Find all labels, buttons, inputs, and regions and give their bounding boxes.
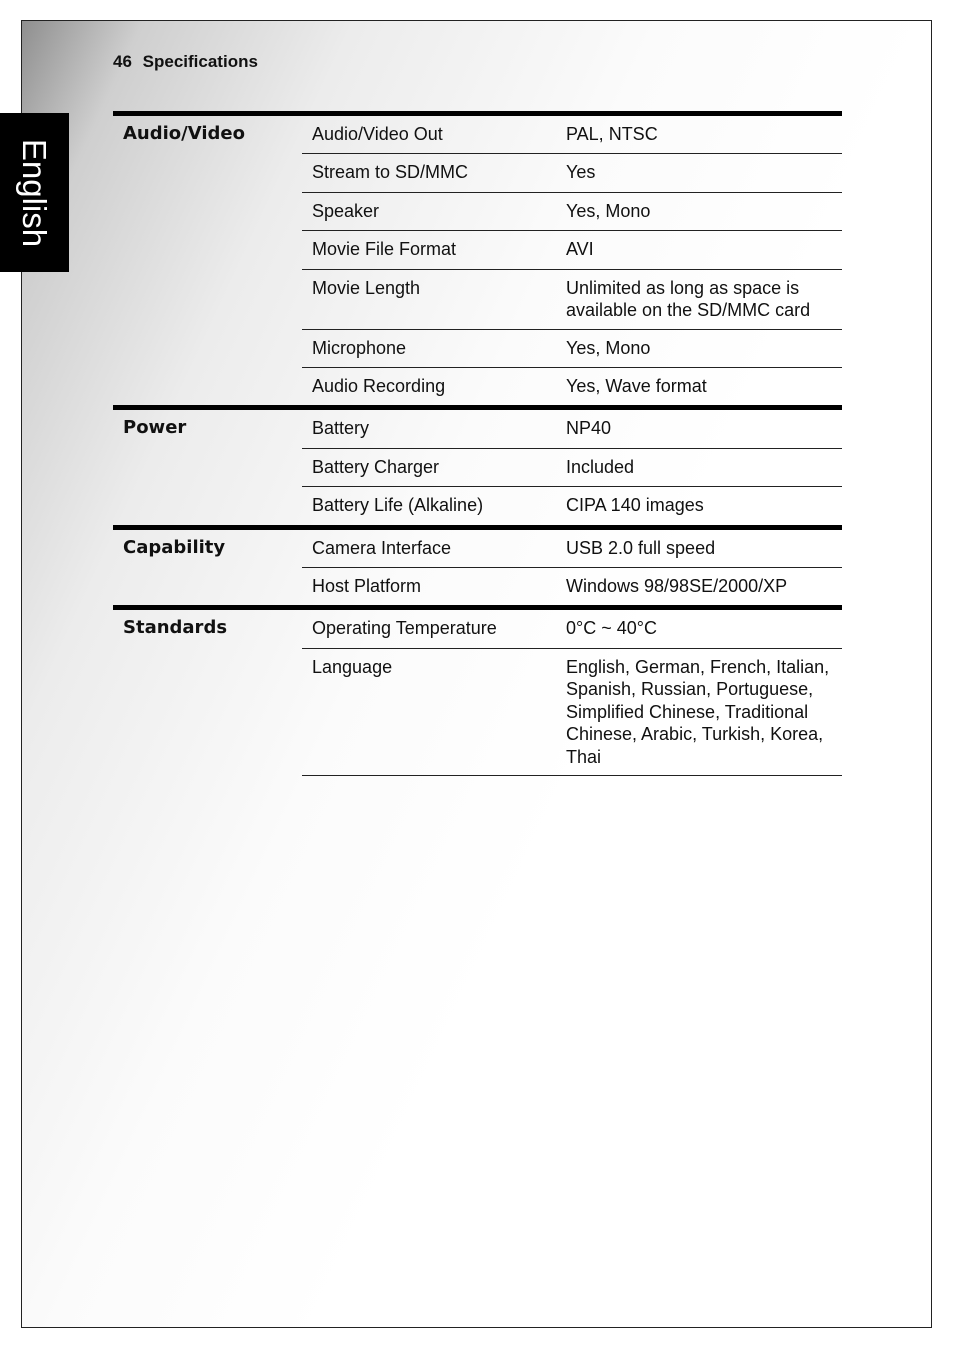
spec-value: Unlimited as long as space is available on the SD/MMC card bbox=[555, 269, 842, 329]
spec-value: NP40 bbox=[555, 408, 842, 448]
spec-value: Yes, Mono bbox=[555, 329, 842, 367]
spec-item: Operating Temperature bbox=[302, 608, 555, 648]
language-tab-label: English bbox=[16, 138, 54, 247]
page-number: 46 bbox=[113, 52, 132, 71]
spec-value: Yes, Mono bbox=[555, 192, 842, 230]
spec-value: Windows 98/98SE/2000/XP bbox=[555, 567, 842, 607]
spec-item: Speaker bbox=[302, 192, 555, 230]
spec-item: Battery bbox=[302, 408, 555, 448]
spec-item: Language bbox=[302, 648, 555, 776]
section-title: Specifications bbox=[142, 52, 258, 71]
spec-category: Audio/Video bbox=[113, 114, 302, 408]
spec-row bbox=[113, 527, 842, 567]
spec-category: Standards bbox=[113, 608, 302, 776]
spec-value: Included bbox=[555, 448, 842, 486]
spec-category: Power bbox=[113, 408, 302, 527]
spec-item: Battery Life (Alkaline) bbox=[302, 487, 555, 527]
spec-item: Camera Interface bbox=[302, 527, 555, 567]
spec-value: Yes, Wave format bbox=[555, 367, 842, 407]
spec-row bbox=[113, 114, 842, 154]
spec-row bbox=[113, 608, 842, 648]
spec-item: Microphone bbox=[302, 329, 555, 367]
spec-category: Capability bbox=[113, 527, 302, 608]
spec-value: 0°C ~ 40°C bbox=[555, 608, 842, 648]
spec-value: PAL, NTSC bbox=[555, 114, 842, 154]
language-tab bbox=[0, 113, 69, 272]
spec-value: CIPA 140 images bbox=[555, 487, 842, 527]
spec-row bbox=[113, 408, 842, 448]
page-header bbox=[113, 52, 258, 72]
spec-item: Battery Charger bbox=[302, 448, 555, 486]
spec-item: Host Platform bbox=[302, 567, 555, 607]
spec-value: AVI bbox=[555, 231, 842, 269]
spec-value: Yes bbox=[555, 154, 842, 192]
spec-item: Audio Recording bbox=[302, 367, 555, 407]
spec-value: USB 2.0 full speed bbox=[555, 527, 842, 567]
spec-item: Movie File Format bbox=[302, 231, 555, 269]
spec-item: Movie Length bbox=[302, 269, 555, 329]
spec-item: Stream to SD/MMC bbox=[302, 154, 555, 192]
specifications-table bbox=[113, 111, 842, 776]
spec-item: Audio/Video Out bbox=[302, 114, 555, 154]
spec-value: English, German, French, Italian, Spanish, Russian, Portuguese, Simplified Chinese, Traditional Chinese, Arabic, Turkish, Korea, Thai bbox=[555, 648, 842, 776]
